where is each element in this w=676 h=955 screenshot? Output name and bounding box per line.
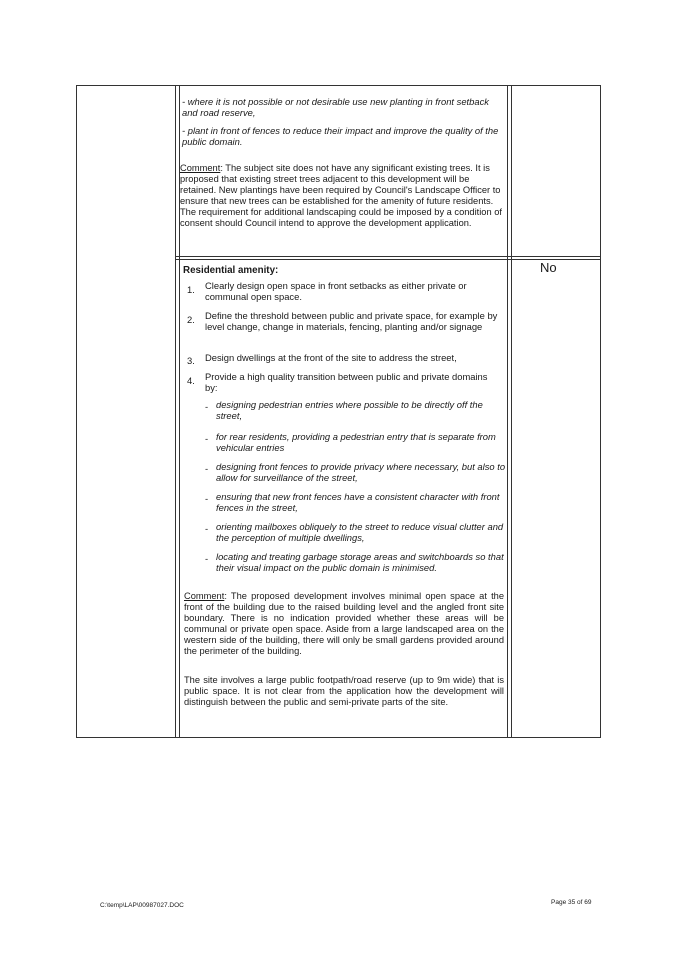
bullet-item: - where it is not possible or not desirable use new planting in front setback and road reserve, [182, 96, 489, 119]
comment-text: : The subject site does not have any significant existing trees. It is proposed that existing street trees adjacent to this development will be retained. New plantings have been required by Council's Landscape Officer to ensure that new trees can be established for the amenity of future residents. The requirement for additional landscaping could be imposed by a condition of consent should Council intend to approve the development application. [180, 163, 502, 228]
comment-label: Comment [180, 163, 221, 173]
sub-bullet-dash: - [205, 401, 209, 412]
sub-list-item: designing front fences to provide privacy where necessary, but also to allow for surveillance of the street, [216, 461, 506, 484]
list-item: Design dwellings at the front of the site to address the street, [205, 352, 457, 363]
column-divider-right-inner [511, 85, 512, 738]
item-number: 1. [187, 284, 195, 295]
sub-list-item: locating and treating garbage storage areas and switchboards so that their visual impact on the public domain is minimised. [216, 551, 504, 574]
sub-bullet-dash: - [205, 523, 209, 534]
page-number: Page 35 of 69 [551, 899, 592, 906]
comment-paragraph [184, 591, 504, 656]
item-number: 3. [187, 355, 195, 366]
sub-list-item: designing pedestrian entries where possible to be directly off the street, [216, 399, 483, 422]
sub-bullet-dash: - [205, 553, 209, 564]
comment-label: Comment [184, 591, 225, 601]
sub-bullet-dash: - [205, 493, 209, 504]
body-paragraph: The site involves a large public footpath/road reserve (up to 9m wide) that is public space. It is not clear from the application how the development will distinguish between the public and semi-private parts of the site. [184, 675, 504, 707]
column-divider-left [175, 85, 176, 738]
row-divider-inner [175, 259, 601, 260]
section-heading: Residential amenity: [183, 265, 279, 276]
list-item: Provide a high quality transition between public and private domains by: [205, 371, 488, 394]
item-number: 2. [187, 314, 195, 325]
sub-bullet-dash: - [205, 433, 209, 444]
row-divider [175, 256, 601, 257]
sub-list-item: for rear residents, providing a pedestrian entry that is separate from vehicular entries [216, 431, 496, 454]
file-path: C:\temp\LAP\00987027.DOC [100, 902, 184, 909]
bullet-item: - plant in front of fences to reduce their impact and improve the quality of the public domain. [182, 125, 499, 148]
sub-list-item: orienting mailboxes obliquely to the street to reduce visual clutter and the perception of multiple dwellings, [216, 521, 504, 544]
compliance-value: No [540, 260, 557, 275]
sub-bullet-dash: - [205, 463, 209, 474]
comment-paragraph [180, 163, 502, 228]
item-number: 4. [187, 375, 195, 386]
list-item: Clearly design open space in front setbacks as either private or communal open space. [205, 280, 467, 303]
column-divider-right [507, 85, 508, 738]
sub-list-item: ensuring that new front fences have a consistent character with front fences in the street, [216, 491, 500, 514]
list-item: Define the threshold between public and private space, for example by level change, change in materials, fencing, planting and/or signage [205, 310, 498, 333]
comment-text: : The proposed development involves minimal open space at the front of the building due to the raised building level and the angled front site boundary. There is no indication provided whether these areas will be communal or private open space. Aside from a large landscaped area on the western side of the building, there will only be small gardens provided around the perimeter of the building. [184, 591, 504, 656]
